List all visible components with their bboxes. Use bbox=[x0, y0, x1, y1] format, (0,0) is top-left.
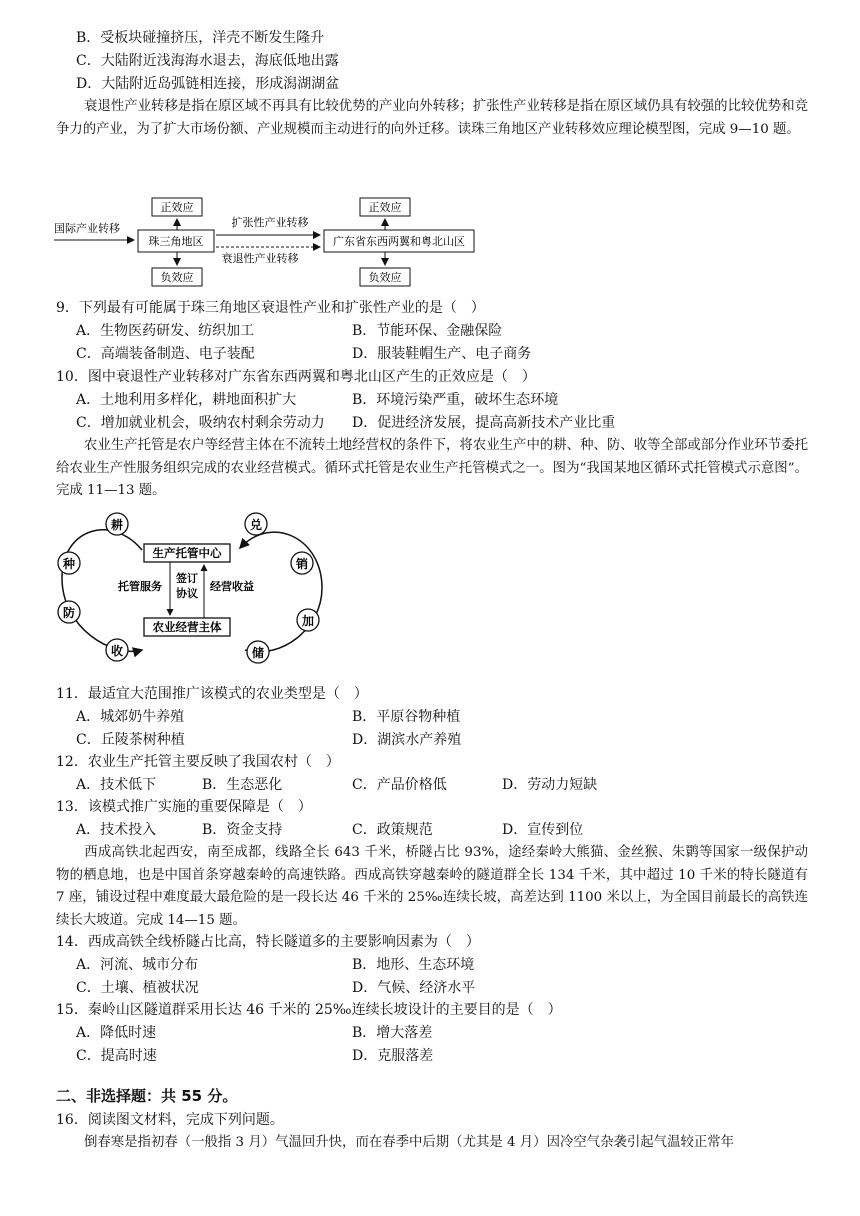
passage-agri-trusteeship bbox=[56, 435, 808, 503]
passage-text: 农业生产托管是农户等经营主体在不流转土地经营权的条件下，将农业生产中的耕、种、防、收等全部或部分作业环节委托给农业生产性服务组织完成的农业经营模式。循环式托管是农业生产托管模式之一。图为“我国某地区循环式托管模式示意图”。完成 11—13 题。 bbox=[56, 438, 808, 498]
q15-option-a: A．降低时速 bbox=[76, 1025, 157, 1041]
q11-option-b: B．平原谷物种植 bbox=[352, 709, 461, 725]
intl-transfer-label: 国际产业转移 bbox=[54, 222, 120, 235]
question-13: 13．该模式推广实施的重要保障是（ ） bbox=[56, 799, 312, 815]
q12-option-c: C．产品价格低 bbox=[352, 777, 447, 793]
option-text: 受板块碰撞挤压，洋壳不断发生隆升 bbox=[100, 30, 325, 46]
target-negative-label: 负效应 bbox=[368, 271, 402, 284]
q9-option-b: B．节能环保、金融保险 bbox=[352, 323, 503, 339]
cycle-geng: 耕 bbox=[110, 518, 124, 532]
option-d: D．大陆附近岛弧链相连接，形成潟湖湖盆 bbox=[76, 76, 340, 92]
question-10: 10．图中衰退性产业转移对广东省东西两翼和粤北山区产生的正效应是（ ） bbox=[56, 369, 536, 385]
question-14: 14．西成高铁全线桥隧占比高，特长隧道多的主要影响因素为（ ） bbox=[56, 934, 480, 950]
question-15: 15．秦岭山区隧道群采用长达 46 千米的 25‰连续长坡设计的主要目的是（ ） bbox=[56, 1002, 562, 1018]
q15-option-d: D．克服落差 bbox=[352, 1048, 434, 1064]
q9-option-d: D．服装鞋帽生产、电子商务 bbox=[352, 346, 532, 362]
cycle-trusteeship-diagram bbox=[52, 508, 332, 668]
income-label: 经营收益 bbox=[210, 580, 254, 593]
passage-xicheng-railway bbox=[56, 842, 808, 932]
center-top-label: 生产托管中心 bbox=[152, 546, 222, 560]
prd-negative-label: 负效应 bbox=[160, 271, 194, 284]
q10-option-b: B．环境污染严重，破坏生态环境 bbox=[352, 392, 559, 408]
passage-text: 西成高铁北起西安，南至成都，线路全长 643 千米，桥隧占比 93%，途经秦岭大熊猫、金丝猴、朱鹮等国家一级保护动物的栖息地，也是中国首条穿越秦岭的高速铁路。西成高铁穿越秦岭的隧道群全长 134 千米，其中超过 10 千米的特长隧道有 7 座，铺设过程中难度最大最危险的是一段长达 46 千米的 25‰连续长坡，高差达到 1100 米以上，为全国目前最长的高铁连续长大坡道。完成 14—15 题。 bbox=[56, 845, 808, 928]
q11-option-d: D．湖滨水产养殖 bbox=[352, 732, 462, 748]
target-positive-label: 正效应 bbox=[368, 201, 402, 214]
option-text: 大陆附近岛弧链相连接，形成潟湖湖盆 bbox=[101, 76, 340, 92]
option-c: C．大陆附近浅海海水退去，海底低地出露 bbox=[76, 53, 339, 69]
q14-option-b: B．地形、生态环境 bbox=[352, 957, 475, 973]
sign-label-1: 签订 bbox=[176, 572, 198, 585]
question-16: 16．阅读图文材料，完成下列问题。 bbox=[56, 1112, 284, 1128]
target-label: 广东省东西两翼和粤北山区 bbox=[333, 235, 465, 248]
q16-text: 倒春寒是指初春（一般指 3 月）气温回升快，而在春季中后期（尤其是 4 月）因冷空气杂袭引起气温较正常年 bbox=[84, 1135, 735, 1150]
center-bottom-label: 农业经营主体 bbox=[152, 620, 222, 634]
question-11: 11．最适宜大范围推广该模式的农业类型是（ ） bbox=[56, 686, 368, 702]
q11-option-a: A．城郊奶牛养殖 bbox=[76, 709, 185, 725]
cycle-jia: 加 bbox=[301, 614, 315, 628]
option-key: D bbox=[76, 76, 88, 92]
cycle-zhong: 种 bbox=[62, 557, 76, 571]
cycle-shou: 收 bbox=[110, 644, 124, 658]
q13-option-d: D．宣传到位 bbox=[502, 822, 584, 838]
cycle-dui: 兑 bbox=[249, 518, 263, 532]
q10-option-c: C．增加就业机会，吸纳农村剩余劳动力 bbox=[76, 415, 325, 431]
cycle-xiao: 销 bbox=[295, 557, 309, 571]
option-key: B bbox=[76, 30, 87, 46]
q9-option-c: C．高端装备制造、电子装配 bbox=[76, 346, 255, 362]
q13-option-a: A．技术投入 bbox=[76, 822, 157, 838]
q15-option-b: B．增大落差 bbox=[352, 1025, 433, 1041]
q14-option-c: C．土壤、植被状况 bbox=[76, 980, 199, 996]
service-label: 托管服务 bbox=[118, 580, 162, 593]
option-key: C bbox=[76, 53, 87, 69]
q13-option-c: C．政策规范 bbox=[352, 822, 433, 838]
sign-label-2: 协议 bbox=[176, 587, 198, 600]
q12-option-a: A．技术低下 bbox=[76, 777, 157, 793]
q10-option-a: A．土地利用多样化，耕地面积扩大 bbox=[76, 392, 297, 408]
decline-transfer-label: 衰退性产业转移 bbox=[221, 252, 299, 265]
section-heading-nonchoice: 二、非选择题：共 55 分。 bbox=[56, 1087, 238, 1105]
cycle-chu: 储 bbox=[251, 646, 265, 660]
prd-positive-label: 正效应 bbox=[160, 201, 194, 214]
q12-option-d: D．劳动力短缺 bbox=[502, 777, 598, 793]
option-text: 大陆附近浅海海水退去，海底低地出露 bbox=[100, 53, 339, 69]
q10-option-d: D．促进经济发展，提高高新技术产业比重 bbox=[352, 415, 616, 431]
q13-option-b: B．资金支持 bbox=[202, 822, 283, 838]
q15-option-c: C．提高时速 bbox=[76, 1048, 157, 1064]
passage-industry-transfer bbox=[56, 96, 808, 141]
cycle-fang: 防 bbox=[62, 606, 76, 620]
q14-option-d: D．气候、经济水平 bbox=[352, 980, 476, 996]
prd-label: 珠三角地区 bbox=[148, 235, 204, 248]
passage-text: 衰退性产业转移是指在原区域不再具有比较优势的产业向外转移；扩张性产业转移是指在原区域仍具有较强的比较优势和竞争力的产业，为了扩大市场份额、产业规模而主动进行的向外迁移。读珠三角地区产业转移效应理论模型图，完成 9—10 题。 bbox=[56, 99, 808, 137]
industry-transfer-diagram bbox=[50, 192, 490, 292]
q9-option-a: A．生物医药研发、纺织加工 bbox=[76, 323, 255, 339]
question-12: 12．农业生产托管主要反映了我国农村（ ） bbox=[56, 754, 340, 770]
q12-option-b: B．生态恶化 bbox=[202, 777, 283, 793]
expand-transfer-label: 扩张性产业转移 bbox=[231, 216, 309, 229]
q11-option-c: C．丘陵茶树种植 bbox=[76, 732, 185, 748]
q14-option-a: A．河流、城市分布 bbox=[76, 957, 199, 973]
question-9: 9．下列最有可能属于珠三角地区衰退性产业和扩张性产业的是（ ） bbox=[56, 300, 485, 316]
option-b: B．受板块碰撞挤压，洋壳不断发生隆升 bbox=[76, 30, 325, 46]
